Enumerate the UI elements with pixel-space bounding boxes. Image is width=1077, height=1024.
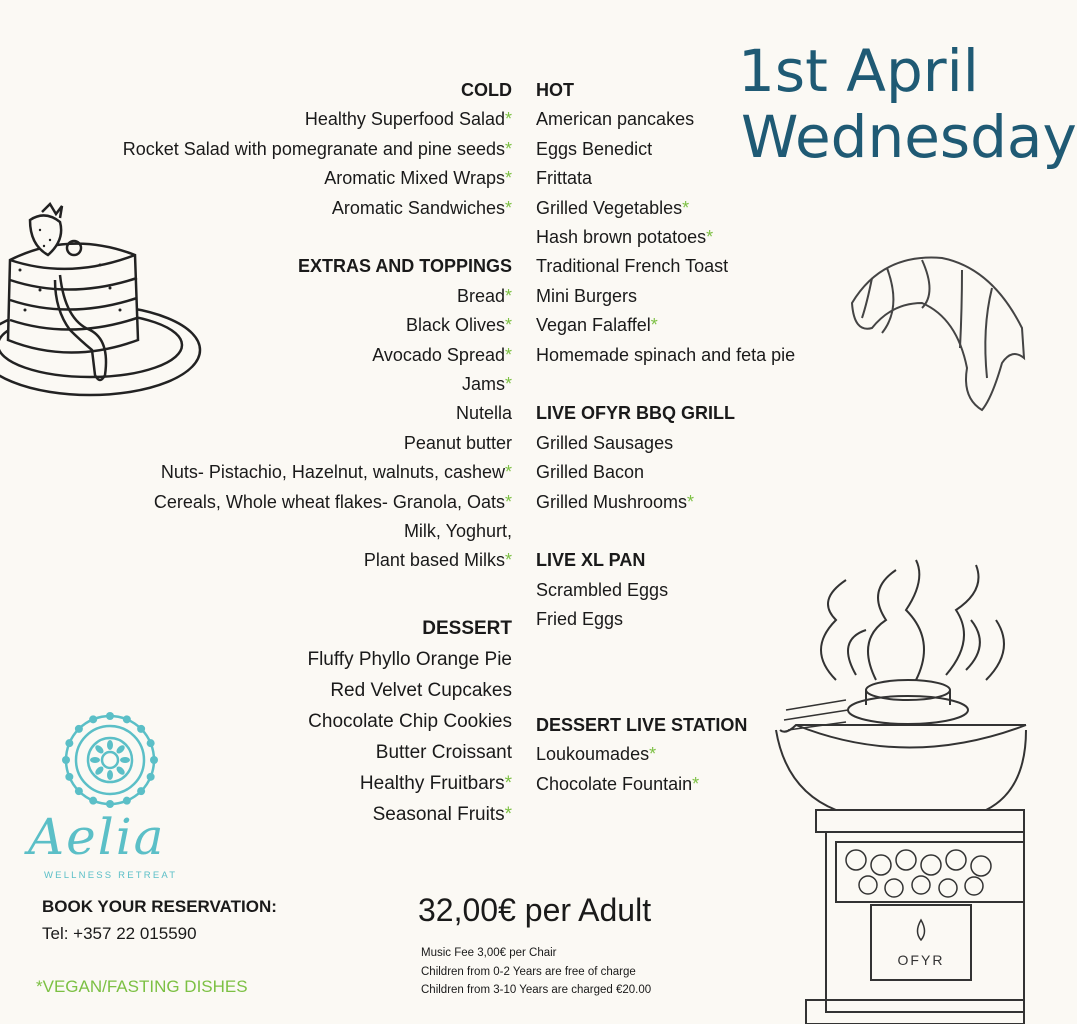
logo-petal <box>75 725 83 733</box>
hot-list <box>536 105 795 370</box>
menu-item <box>536 282 795 311</box>
menu-item <box>123 429 512 458</box>
menu-item-name: Grilled Sausages <box>536 432 674 453</box>
menu-item <box>536 605 795 634</box>
menu-item <box>307 737 512 768</box>
vegan-mark: * <box>687 491 695 512</box>
logo-inner-petal <box>107 740 113 750</box>
menu-item <box>307 706 512 737</box>
menu-item-name: Chocolate Fountain <box>536 773 693 794</box>
menu-item <box>536 576 795 605</box>
menu-item <box>307 799 512 830</box>
menu-item <box>536 135 795 164</box>
logo-inner-petal <box>107 770 113 780</box>
menu-item <box>123 105 512 134</box>
menu-item-name: Milk, Yoghurt, <box>403 521 512 542</box>
menu-item-name: Black Olives <box>405 315 505 336</box>
vegan-mark: * <box>682 197 690 218</box>
logo-inner-petal <box>94 765 105 776</box>
logo-name: Aelia <box>28 808 166 866</box>
menu-item-name: Grilled Bacon <box>536 462 645 483</box>
vegan-mark: * <box>504 315 512 336</box>
logo-petal <box>106 800 114 808</box>
price-note: Music Fee 3,00€ per Chair <box>421 947 557 959</box>
dessert-live-list <box>536 740 747 799</box>
menu-item <box>536 223 795 252</box>
logo-inner-petal <box>115 765 126 776</box>
menu-item <box>536 252 795 281</box>
vegan-mark: * <box>504 804 512 825</box>
menu-item-name: Seasonal Fruits <box>372 804 505 825</box>
menu-item-name: Aromatic Mixed Wraps <box>324 168 505 189</box>
menu-item <box>536 105 795 134</box>
vegan-mark: * <box>504 773 512 794</box>
logo-inner-petal <box>94 744 105 755</box>
menu-item <box>536 311 795 340</box>
vegan-mark: * <box>504 374 512 395</box>
menu-item-name: Aromatic Sandwiches <box>331 197 505 218</box>
logo-inner-petal <box>90 757 100 763</box>
logo-petal <box>89 715 97 723</box>
extras-heading: EXTRAS AND TOPPINGS <box>297 256 512 277</box>
menu-item <box>123 458 512 487</box>
menu-item-name: Butter Croissant <box>375 742 512 763</box>
menu-item-name: Nutella <box>455 403 512 424</box>
menu-item-name: Fluffy Phyllo Orange Pie <box>307 649 512 670</box>
vegan-mark: * <box>504 138 512 159</box>
menu-item <box>536 770 747 799</box>
vegan-mark: * <box>504 168 512 189</box>
menu-item-name: Peanut butter <box>403 432 512 453</box>
menu-item <box>123 488 512 517</box>
dessert-column <box>307 613 512 830</box>
hot-heading: HOT <box>536 80 574 100</box>
logo-petal <box>123 715 131 723</box>
logo-inner-petal <box>120 757 130 763</box>
logo-inner-petal <box>115 744 126 755</box>
menu-item <box>536 740 747 769</box>
vegan-mark: * <box>504 197 512 218</box>
vegan-mark: * <box>650 315 658 336</box>
bbq-heading: LIVE OFYR BBQ GRILL <box>536 403 736 424</box>
pancake-stack-icon <box>0 200 205 420</box>
menu-item-name: Chocolate Chip Cookies <box>308 711 512 732</box>
menu-item-name: Homemade spinach and feta pie <box>536 344 796 365</box>
logo-petal <box>150 756 158 764</box>
date-day: 1st April <box>738 37 979 105</box>
price-notes <box>421 944 651 1000</box>
menu-item <box>536 194 795 223</box>
menu-item-name: Cereals, Whole wheat flakes- Granola, Oats <box>153 491 505 512</box>
croissant-icon <box>842 248 1024 414</box>
vegan-mark: * <box>504 344 512 365</box>
dessert-live-column <box>536 711 747 799</box>
menu-item-name: Vegan Falaffel <box>536 315 651 336</box>
menu-item-name: Plant based Milks <box>363 550 505 571</box>
ofyr-grill-icon <box>776 560 1024 1024</box>
menu-item-name: Healthy Superfood Salad <box>304 109 505 130</box>
price-note: Children from 0-2 Years are free of charge <box>421 965 636 978</box>
menu-item <box>307 768 512 799</box>
logo-petal <box>65 773 73 781</box>
xlpan-list <box>536 576 795 635</box>
menu-item-name: American pancakes <box>536 109 695 130</box>
logo-petal <box>65 739 73 747</box>
date-weekday: Wednesday <box>741 103 1077 171</box>
menu-item-name: Avocado Spread <box>372 344 505 365</box>
vegan-legend: *VEGAN/FASTING DISHES <box>36 977 248 996</box>
logo-tagline: WELLNESS RETREAT <box>44 870 178 881</box>
menu-item <box>307 644 512 675</box>
mandala-logo-icon <box>58 708 162 812</box>
vegan-mark: * <box>692 773 700 794</box>
dessert-heading: DESSERT <box>422 618 512 639</box>
logo-petal <box>137 725 145 733</box>
right-menu-column <box>536 76 795 635</box>
menu-item <box>123 135 512 164</box>
menu-item-name: Bread <box>456 285 505 306</box>
dessert-live-heading: DESSERT LIVE STATION <box>536 715 748 735</box>
logo-petal <box>62 756 70 764</box>
menu-item-name: Grilled Mushrooms <box>536 491 688 512</box>
xlpan-heading: LIVE XL PAN <box>536 550 646 571</box>
menu-item-name: Grilled Vegetables <box>536 197 683 218</box>
menu-item-name: Scrambled Eggs <box>536 579 669 600</box>
menu-item-name: Traditional French Toast <box>536 256 729 277</box>
vegan-mark: * <box>504 550 512 571</box>
menu-item-name: Healthy Fruitbars <box>359 773 505 794</box>
menu-item-name: Frittata <box>536 168 593 189</box>
price-note: Children from 3-10 Years are charged €20.00 <box>421 984 652 996</box>
dessert-list <box>307 644 512 830</box>
menu-item <box>536 488 795 517</box>
menu-item <box>123 546 512 575</box>
vegan-mark: * <box>649 744 657 765</box>
vegan-mark: * <box>504 109 512 130</box>
logo-petal <box>123 797 131 805</box>
menu-item <box>536 341 795 370</box>
grill-brand-label: OFYR <box>897 952 945 968</box>
menu-item <box>536 164 795 193</box>
logo-petal <box>147 739 155 747</box>
menu-item-name: Red Velvet Cupcakes <box>330 680 512 701</box>
vegan-mark: * <box>706 227 714 248</box>
menu-item <box>123 517 512 546</box>
logo-petal <box>137 787 145 795</box>
booking-heading: BOOK YOUR RESERVATION: <box>42 897 277 916</box>
menu-item-name: Jams <box>461 374 505 395</box>
menu-item-name: Hash brown potatoes <box>536 227 707 248</box>
menu-item-name: Loukoumades <box>536 744 650 765</box>
menu-item <box>307 675 512 706</box>
booking-phone[interactable]: Tel: +357 22 015590 <box>42 924 197 943</box>
logo-petal <box>75 787 83 795</box>
logo-petal <box>147 773 155 781</box>
menu-item-name: Fried Eggs <box>536 609 624 630</box>
vegan-mark: * <box>504 462 512 483</box>
logo-petal <box>89 797 97 805</box>
logo-petal <box>106 712 114 720</box>
menu-item-name: Nuts- Pistachio, Hazelnut, walnuts, cashew <box>160 462 505 483</box>
cold-heading: COLD <box>461 80 512 100</box>
menu-item-name: Mini Burgers <box>536 285 638 306</box>
menu-item <box>536 458 795 487</box>
menu-item-name: Eggs Benedict <box>536 138 653 159</box>
vegan-mark: * <box>504 491 512 512</box>
menu-item <box>123 164 512 193</box>
price-per-adult: 32,00€ per Adult <box>418 892 652 928</box>
menu-item-name: Rocket Salad with pomegranate and pine seeds <box>122 138 505 159</box>
bbq-list <box>536 429 795 517</box>
vegan-mark: * <box>504 285 512 306</box>
menu-item <box>536 429 795 458</box>
